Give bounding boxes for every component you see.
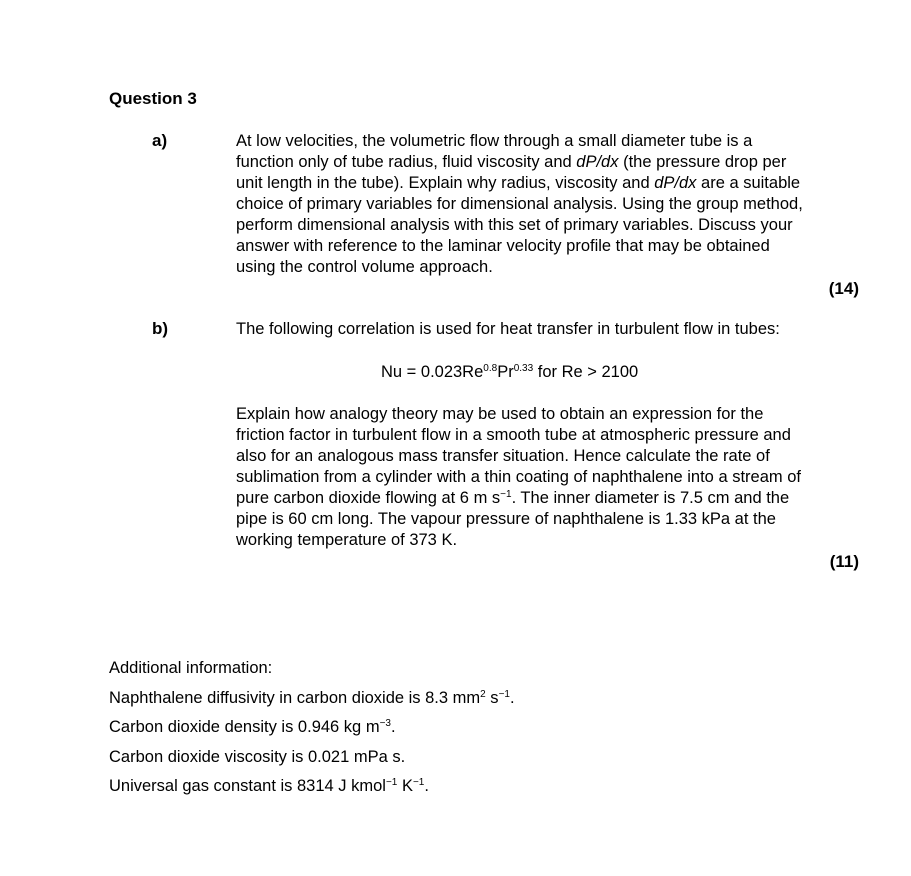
- gas-constant-mid: K: [397, 777, 413, 795]
- diffusivity-line: [109, 684, 515, 714]
- part-a-text-1: At low velocities, the volumetric flow through a small diameter tube is a function only of tube radius, fluid viscosity and: [236, 132, 753, 171]
- eq-condition: for Re > 2100: [533, 363, 639, 381]
- viscosity-line: Carbon dioxide viscosity is 0.021 mPa s.: [109, 747, 406, 766]
- gas-constant-text: Universal gas constant is 8314 J kmol: [109, 777, 386, 795]
- density-line: [109, 713, 515, 743]
- eq-pr-exponent: 0.33: [513, 363, 534, 374]
- diffusivity-sup2: −1: [498, 688, 510, 700]
- part-b-text: [236, 404, 806, 551]
- part-a-text-3: are a suitable choice of primary variables for dimensional analysis. Using the group method, perform dimensional analysis with this set of primary variables. Discuss your answer with reference to the laminar velocity profile that may be obtained using the control volume approach.: [236, 174, 803, 276]
- part-b-text-sup: −1: [500, 489, 512, 500]
- gas-constant-sup2: −1: [412, 777, 425, 788]
- diffusivity-mid: s: [485, 688, 499, 707]
- part-a-dpdx-1: dP/dx: [576, 153, 619, 171]
- gas-constant-line: [109, 772, 515, 802]
- density-end: .: [390, 718, 396, 736]
- part-a-text-2: (the pressure drop per unit length in the tube). Explain why radius, viscosity and: [236, 153, 787, 192]
- additional-heading: Additional information:: [109, 659, 273, 677]
- part-a-text: [236, 131, 806, 278]
- part-b-intro: The following correlation is used for heat transfer in turbulent flow in tubes:: [236, 320, 780, 338]
- diffusivity-end: .: [509, 688, 515, 707]
- additional-information: [109, 654, 515, 802]
- part-a-dpdx-2: dP/dx: [654, 174, 697, 192]
- density-text: Carbon dioxide density is 0.946 kg m: [109, 718, 380, 736]
- eq-pr: Pr: [497, 363, 514, 381]
- part-a-marks: (14): [828, 279, 859, 298]
- part-b-marks: (11): [829, 552, 859, 571]
- gas-constant-end: .: [424, 777, 429, 795]
- diffusivity-text: Naphthalene diffusivity in carbon dioxide is 8.3 mm: [109, 688, 481, 707]
- diffusivity-sup1: 2: [480, 688, 486, 700]
- part-b-text-end: . The inner diameter is 7.5 cm and the pipe is 60 cm long. The vapour pressure of naphthalene is 1.33 kPa at the working temperature of 373 K.: [236, 489, 790, 549]
- gas-constant-sup1: −1: [385, 777, 398, 788]
- part-b-label: b): [152, 319, 169, 338]
- part-b-text-main: Explain how analogy theory may be used to obtain an expression for the friction factor in turbulent flow in a smooth tube at atmospheric pressure and also for an analogous mass transfer situation. Hence calculate the rate of sublimation from a cylinder with a thin coating of naphthalene into a stream of pure carbon dioxide flowing at 6 m s: [236, 405, 801, 507]
- correlation-equation: [381, 363, 638, 382]
- eq-re-exponent: 0.8: [483, 363, 498, 374]
- part-a-label: a): [152, 131, 168, 150]
- density-sup1: −3: [379, 718, 391, 729]
- eq-nu: Nu = 0.023Re: [381, 363, 484, 381]
- question-title: Question 3: [109, 89, 197, 108]
